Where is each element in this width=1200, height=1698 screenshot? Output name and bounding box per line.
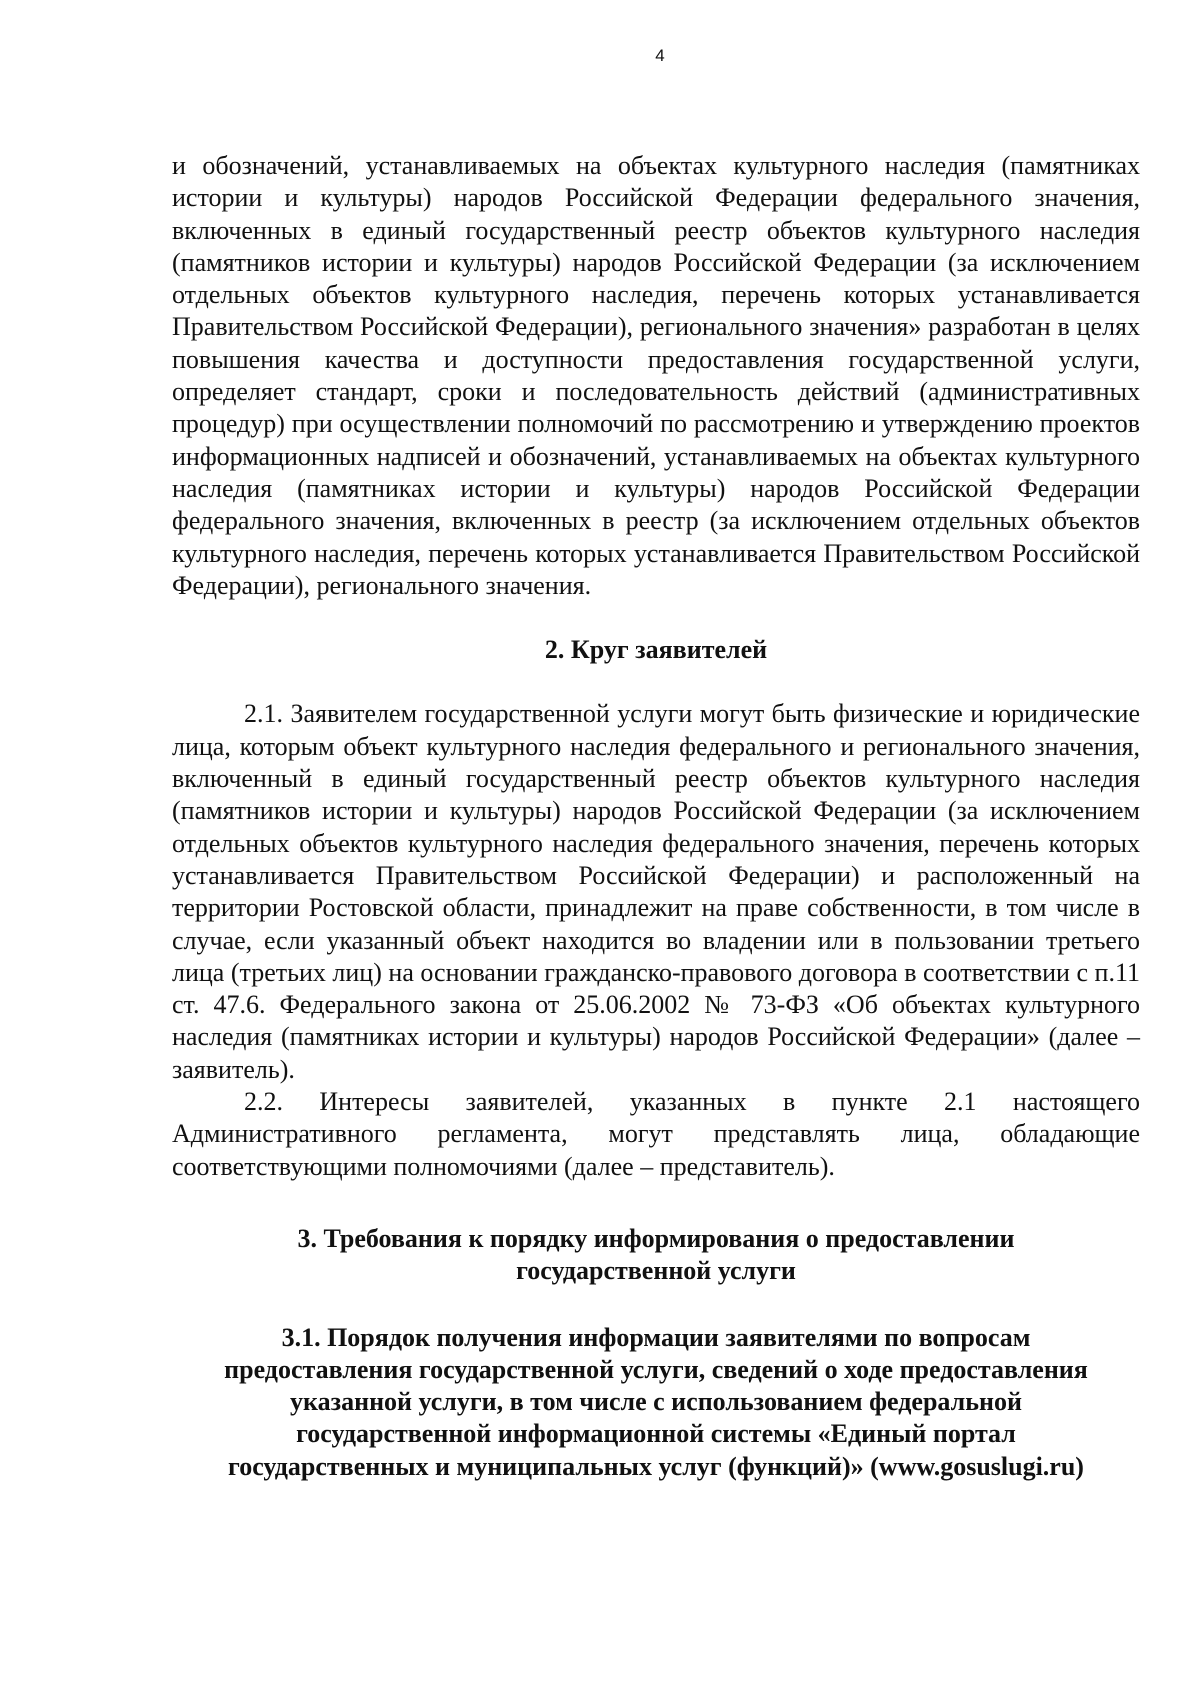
section-3-heading-line-2: государственной услуги — [516, 1256, 796, 1286]
paragraph-2-2: 2.2. Интересы заявителей, указанных в пункте 2.1 настоящего Административного регламента, могут представлять лица, обладающие соответствующими полномочиями (далее – представитель). — [172, 1087, 1140, 1181]
section-3-1-heading-line-5: государственных и муниципальных услуг (функций)» (www.gosuslugi.ru) — [228, 1451, 1084, 1481]
section-3-1-heading — [172, 1322, 1140, 1483]
section-3-1-heading-line-2: предоставления государственной услуги, сведений о ходе предоставления — [224, 1354, 1088, 1384]
page-number: 4 — [655, 46, 665, 65]
section-2-heading: 2. Круг заявителей — [544, 635, 768, 665]
page-content — [172, 150, 1140, 1483]
paragraph-2-1: 2.1. Заявителем государственной услуги могут быть физические и юридические лица, которым объект культурного наследия федерального и регионального значения, включенный в единый государственный реестр объектов культурного наследия (памятников истории и культуры) народов Российской Федерации (за исключением отдельных объектов культурного наследия федерального значения, перечень которых устанавливается Правительством Российской Федерации) и расположенный на территории Ростовской области, принадлежит на праве собственности, в том числе в случае, если указанный объект находится во владении или в пользовании третьего лица (третьих лиц) на основании гражданско-правового договора в соответствии с п.11 ст. 47.6. Федерального закона от 25.06.2002 № 73-ФЗ «Об объектах культурного наследия (памятниках истории и культуры) народов Российской Федерации» (далее – заявитель). — [172, 699, 1140, 1084]
section-3-1-heading-line-1: 3.1. Порядок получения информации заявителями по вопросам — [281, 1322, 1031, 1352]
section-3-heading-line-1: 3. Требования к порядку информирования о предоставлении — [297, 1223, 1015, 1253]
section-3-1-heading-line-4: государственной информационной системы «Единый портал — [296, 1419, 1016, 1449]
intro-paragraph: и обозначений, устанавливаемых на объектах культурного наследия (памятниках истории и культуры) народов Российской Федерации федерального значения, включенных в единый государственный реестр объектов культурного наследия (памятников истории и культуры) народов Российской Федерации (за исключением отдельных объектов культурного наследия, перечень которых устанавливается Правительством Российской Федерации), регионального значения» разработан в целях повышения качества и доступности предоставления государственной услуги, определяет стандарт, сроки и последовательность действий (административных процедур) при осуществлении полномочий по рассмотрению и утверждению проектов информационных надписей и обозначений, устанавливаемых на объектах культурного наследия (памятниках истории и культуры) народов Российской Федерации федерального значения, включенных в реестр (за исключением отдельных объектов культурного наследия, перечень которых устанавливается Правительством Российской Федерации), регионального значения. — [172, 151, 1140, 600]
section-3-1-heading-line-3: указанной услуги, в том числе с использованием федеральной — [290, 1387, 1022, 1417]
section-3-heading — [172, 1223, 1140, 1288]
